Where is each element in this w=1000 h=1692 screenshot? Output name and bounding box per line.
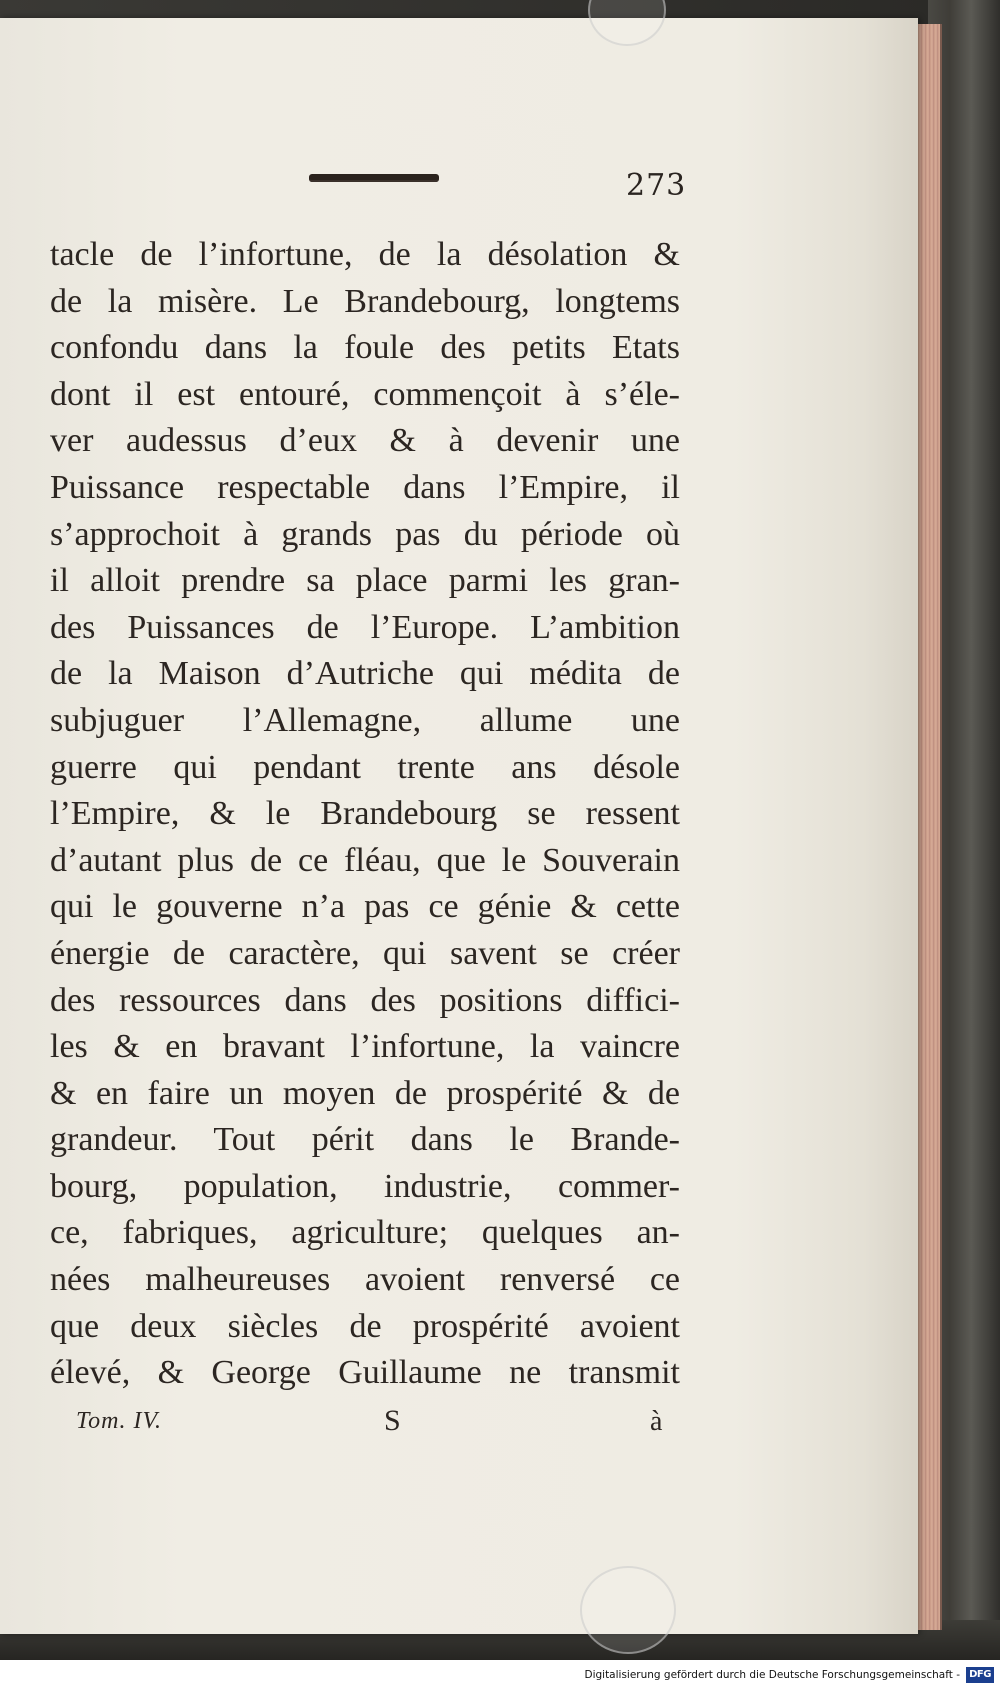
catchword: à (650, 1406, 663, 1437)
page-footer (76, 1404, 676, 1444)
text-line: d’autant plus de ce fléau, que le Souverain (50, 841, 680, 879)
text-line: les & en bravant l’infortune, la vaincre (50, 1028, 680, 1066)
text-line: ce, fabriques, agriculture; quelques an- (50, 1214, 680, 1252)
text-line: de la Maison d’Autriche qui médita de (50, 655, 680, 693)
page-edge (918, 24, 942, 1630)
header-rule (309, 174, 439, 182)
text-line: que deux siècles de prospérité avoient (50, 1307, 680, 1345)
text-line: de la misère. Le Brandebourg, longtems (50, 282, 680, 320)
text-line: guerre qui pendant trente ans désole (50, 748, 680, 786)
text-line: nées malheureuses avoient renversé ce (50, 1261, 680, 1299)
text-line: des ressources dans des positions diffici- (50, 981, 680, 1019)
text-line: s’approchoit à grands pas du période où (50, 515, 680, 553)
text-line: dont il est entouré, commençoit à s’éle- (50, 375, 680, 413)
text-line: ver audessus d’eux & à devenir une (50, 422, 680, 460)
text-line: tacle de l’infortune, de la désolation & (50, 236, 680, 273)
credit-text: Digitalisierung gefördert durch die Deutsche Forschungsgemeinschaft - (584, 1669, 960, 1681)
text-line: bourg, population, industrie, commer- (50, 1167, 680, 1205)
volume-signature: Tom. IV. (76, 1408, 163, 1434)
body-text (50, 232, 680, 1397)
text-line: confondu dans la foule des petits Etats (50, 329, 680, 367)
text-line: subjuguer l’Allemagne, allume une (50, 701, 680, 739)
text-line: il alloit prendre sa place parmi les gran- (50, 562, 680, 600)
text-line: élevé, & George Guillaume ne transmit (50, 1354, 680, 1392)
text-line: énergie de caractère, qui savent se créer (50, 934, 680, 972)
page-number: 273 (626, 168, 687, 203)
dfg-logo-icon: DFG (966, 1667, 994, 1683)
text-line: grandeur. Tout périt dans le Brande- (50, 1121, 680, 1159)
text-line: & en faire un moyen de prospérité & de (50, 1074, 680, 1112)
gathering-signature: S (384, 1404, 401, 1437)
credit-bar (0, 1660, 1000, 1692)
page-clip-bottom (580, 1566, 676, 1654)
text-line: l’Empire, & le Brandebourg se ressent (50, 795, 680, 833)
text-line: des Puissances de l’Europe. L’ambition (50, 608, 680, 646)
text-line: qui le gouverne n’a pas ce génie & cette (50, 888, 680, 926)
text-line: Puissance respectable dans l’Empire, il (50, 468, 680, 506)
